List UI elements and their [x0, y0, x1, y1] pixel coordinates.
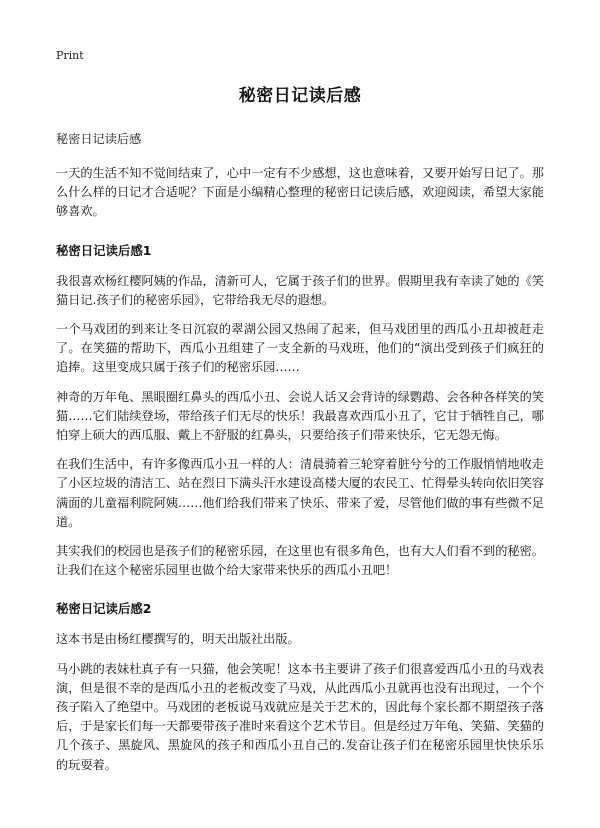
section-heading: 秘密日记读后感2: [56, 601, 152, 617]
paragraph: 其实我们的校园也是孩子们的秘密乐园，在这里也有很多角色，也有大人们看不到的秘密。让我们在这个秘密乐园里也做个给大家带来快乐的西瓜小丑吧！: [56, 544, 544, 578]
intro-paragraph: 一天的生活不知不觉间结束了，心中一定有不少感想，这也意味着，又要开始写日记了。那么什么样的日记才合适呢？下面是小编精心整理的秘密日记读后感，欢迎阅读，希望大家能够喜欢。: [56, 166, 544, 219]
section-1: [56, 241, 544, 581]
paragraph: 在我们生活中，有许多像西瓜小丑一样的人：清晨骑着三轮穿着脏兮兮的工作服悄悄地收走了小区垃圾的清洁工、站在烈日下满头汗水建设高楼大厦的农民工、忙得晕头转向依旧笑容满面的儿童福利院阿姨……他们给我们带来了快乐、带来了爱，尽管他们做的事有些微不足道。: [56, 457, 544, 529]
page-title: 秘密日记读后感: [238, 86, 362, 106]
paragraph: 马小跳的表妹杜真子有一只猫，他会笑呢！这本书主要讲了孩子们很喜爱西瓜小丑的马戏表演，但是很不幸的是西瓜小丑的老板改变了马戏，从此西瓜小丑就再也没有出现过，一个个孩子陷入了绝望中。马戏团的老板说马戏就应是关于艺术的，因此每个家长都不期望孩子落后，于是家长们每一天都要带孩子准时来看这个艺术节目。但是经过万年龟、笑猫、笑猫的几个孩子、黑旋风、黑旋风的孩子和西瓜小丑自己的.发奋让孩子们在秘密乐园里快快乐乐的玩耍着。: [56, 661, 544, 772]
document-subtitle: 秘密日记读后感: [56, 132, 142, 146]
section-heading: 秘密日记读后感1: [56, 242, 152, 258]
section-2: [56, 599, 544, 774]
paragraph: 一个马戏团的到来让冬日沉寂的翠湖公园又热闹了起来，但马戏团里的西瓜小丑却被赶走了。在笑猫的帮助下，西瓜小丑组建了一支全新的马戏班，他们的“演出受到孩子们疯狂的追捧。这里变成只属于孩子们的秘密乐园……: [56, 322, 544, 375]
paragraph: 神奇的万年龟、黑眼圈红鼻头的西瓜小丑、会说人话又会背诗的绿鹦鹉、会各种各样笑的笑猫……它们陆续登场，带给孩子们无尽的快乐！我最喜欢西瓜小丑了，它甘于牺牲自己，哪怕穿上硕大的西瓜服、戴上不舒服的红鼻头，只要给孩子们带来快乐，它无怨无悔。: [56, 389, 544, 443]
paragraph: 这本书是由杨红樱撰写的，明天出版社出版。: [56, 632, 300, 647]
print-link[interactable]: Print: [56, 49, 84, 62]
paragraph: 我很喜欢杨红樱阿姨的作品，清新可人，它属于孩子们的世界。假期里我有幸读了她的《笑猫日记.孩子们的秘密乐园》，它带给我无尽的遐想。: [56, 273, 544, 307]
